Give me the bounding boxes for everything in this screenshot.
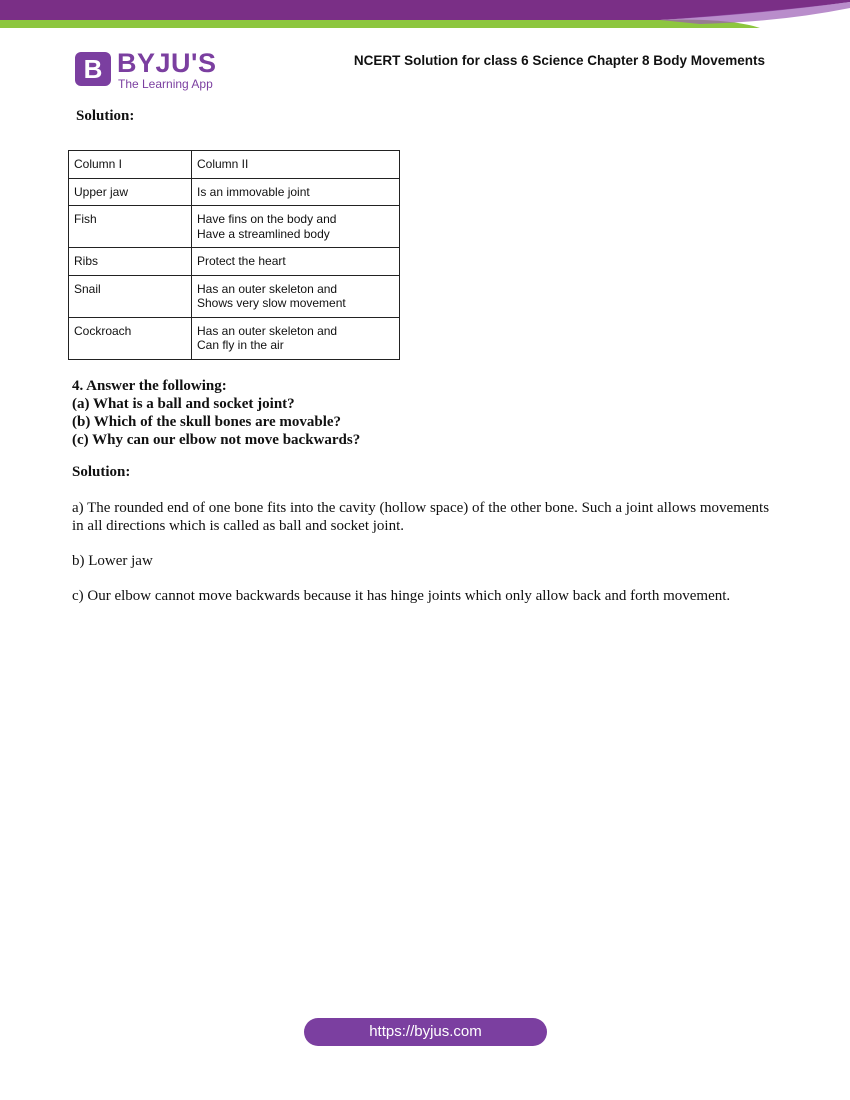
table-cell-line: Have a streamlined body: [197, 226, 330, 241]
table-cell-line: Protect the heart: [197, 254, 286, 268]
table-cell-line: Can fly in the air: [197, 338, 284, 352]
table-row: [69, 178, 400, 206]
table-cell: Snail: [69, 275, 192, 317]
logo-name: BYJU'S: [117, 48, 217, 78]
document-title: NCERT Solution for class 6 Science Chapter 8 Body Movements: [353, 53, 765, 68]
table-cell-line: Have fins on the body and: [197, 212, 337, 226]
header-band: [0, 0, 850, 30]
table-cell: [192, 248, 400, 276]
match-table: [68, 150, 400, 360]
table-cell: [192, 317, 400, 359]
table-cell: [192, 178, 400, 206]
table-cell: Cockroach: [69, 317, 192, 359]
table-cell: Fish: [69, 206, 192, 248]
table-cell-line: Shows very slow movement: [197, 296, 346, 310]
table-cell-line: Has an outer skeleton and: [197, 323, 338, 338]
table-cell-line: Is an immovable joint: [197, 184, 310, 199]
question-part: (a) What is a ball and socket joint?: [72, 396, 295, 412]
answer-c: c) Our elbow cannot move backwards because it has hinge joints which only allow back and forth movement.: [72, 588, 731, 604]
table-row: [69, 248, 400, 276]
solution-label: Solution:: [72, 464, 131, 480]
table-row: [69, 275, 400, 317]
table-row: [69, 317, 400, 359]
table-header-cell: Column I: [69, 151, 192, 179]
table-header-cell: Column II: [192, 151, 400, 179]
footer-url-link[interactable]: https://byjus.com: [304, 1018, 547, 1046]
question-part: (b) Which of the skull bones are movable?: [72, 414, 342, 430]
table-row: [69, 206, 400, 248]
question-title: 4. Answer the following:: [72, 378, 227, 394]
logo-mark: B: [75, 52, 111, 86]
answer-a: a) The rounded end of one bone fits into the cavity (hollow space) of the other bone. Such a joint allows movements in all directions which is called as ball and socket joint.: [72, 500, 770, 534]
question-4: [72, 377, 360, 449]
logo-tagline: The Learning App: [118, 77, 213, 91]
solution-label: Solution:: [76, 108, 135, 124]
table-cell-line: Has an outer skeleton and: [197, 281, 338, 296]
table-cell: [192, 275, 400, 317]
table-cell: Upper jaw: [69, 178, 192, 206]
question-part: (c) Why can our elbow not move backwards?: [72, 432, 361, 448]
answer-b: b) Lower jaw: [72, 553, 153, 569]
table-cell: [192, 206, 400, 248]
byjus-logo: [75, 50, 235, 92]
table-header-row: [69, 151, 400, 179]
table-cell: Ribs: [69, 248, 192, 276]
